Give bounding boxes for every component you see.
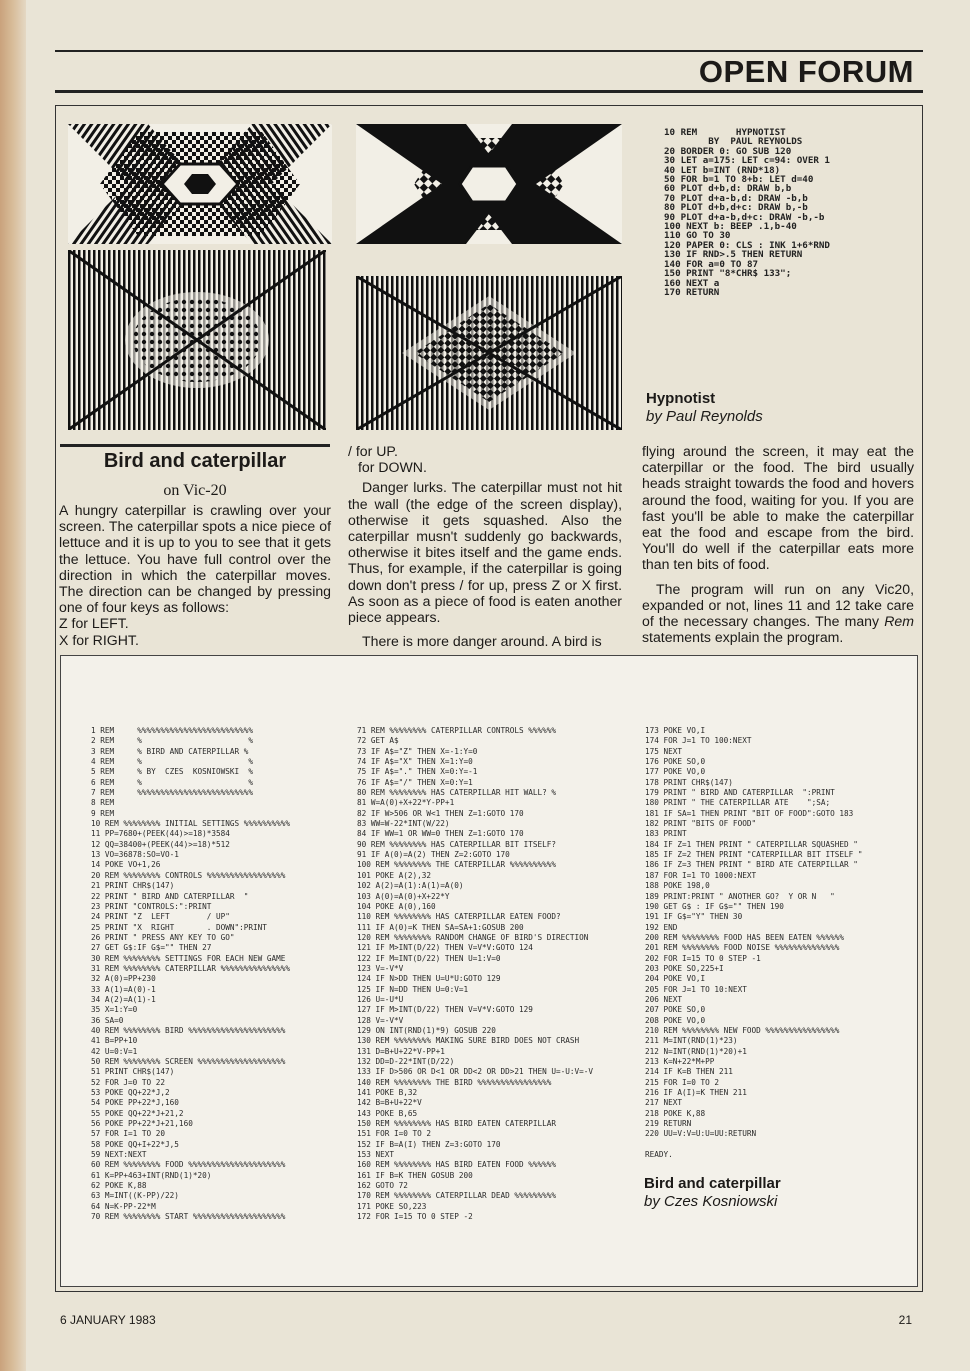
article-column-3 [642, 443, 914, 645]
key-left: Z for LEFT. [59, 615, 129, 632]
hypnotist-pattern-2 [356, 124, 622, 244]
listing-title: Bird and caterpillar [644, 1175, 781, 1192]
article-column-2 [348, 443, 622, 649]
section-rule [55, 90, 923, 93]
notes-text-end: statements explain the program. [642, 629, 844, 646]
bird-paragraph-start: There is more danger around. A bird is [362, 633, 602, 650]
issue-date: 6 JANUARY 1983 [60, 1313, 156, 1327]
hypnotist-program-listing: 10 REM HYPNOTIST BY PAUL REYNOLDS 20 BORDER 0: GO SUB 120 30 LET a=175: LET c=94: OVER 1 40 LET b=INT (RND*18) 50 FOR b=1 TO 8+b: LET d=40 60 PLOT d+b,d: DRAW b,b 70 PLOT d+a-b,d: DRAW -b,b 80 PLOT d+b,d+c: DRAW b,-b 90 PLOT d+a-b,d+c: DRAW -b,-b 100 NEXT b: BEEP .1,b-40 110 GO TO 30 120 PAPER 0: CLS : INK 1+6*RND 130 IF RND>.5 THEN RETURN 140 FOR a=0 TO 87 150 PRINT "8*CHR$ 133"; 160 NEXT a 170 RETURN [664, 127, 830, 298]
key-right: X for RIGHT. [59, 631, 139, 648]
section-title: OPEN FORUM [698, 54, 914, 89]
article-title: Bird and caterpillar [103, 450, 287, 472]
listing-box [60, 655, 918, 1287]
notes-text: The program will run on any Vic20, expanded or not, lines 11 and 12 take care of the necessary changes. The many [642, 580, 914, 630]
intro-paragraph: A hungry caterpillar is crawling over your screen. The caterpillar spots a nice piece of lettuce and it is up to you to see that it gets the lettuce. You have full control over the direction in which the caterpillar moves. The direction can be changed by pressing one of four keys as follows: [59, 502, 331, 616]
article-subtitle: on Vic-20 [163, 482, 227, 499]
top-rule [55, 50, 923, 52]
hypnotist-pattern-1 [68, 124, 332, 244]
rem-word: Rem [884, 613, 914, 630]
listing-column-3: 173 POKE VO,I 174 FOR J=1 TO 100:NEXT 175 NEXT 176 POKE SO,0 177 POKE VO,0 178 PRINT CHR$(147) 179 PRINT " BIRD AND CATERPILLAR ":PRINT 180 PRINT " THE CATERPILLAR ATE ";SA; 181 IF SA=1 THEN PRINT "BIT OF FOOD":GOTO 183 182 PRINT "BITS OF FOOD" 183 PRINT 184 IF Z=1 THEN PRINT " CATERPILLAR SQUASHED " 185 IF Z=2 THEN PRINT "CATERPILLAR BIT ITSELF " 186 IF Z=3 THEN PRINT " BIRD ATE CATERPILLAR " 187 FOR I=1 TO 1000:NEXT 188 POKE 198,0 189 PRINT:PRINT " ANOTHER GO? Y OR N " 190 GET G$ : IF G$="" THEN 190 191 IF G$="Y" THEN 30 192 END 200 REM %%%%%%%% FOOD HAS BEEN EATEN %%%%%% 201 REM %%%%%%%% FOOD NOISE %%%%%%%%%%%%%% 202 FOR I=15 TO 0 STEP -1 203 POKE SO,225+I 204 POKE VO,I 205 FOR J=1 TO 10:NEXT 206 NEXT 207 POKE SO,0 208 POKE VO,0 210 REM %%%%%%%% NEW FOOD %%%%%%%%%%%%%%%% 211 M=INT(RND(1)*23) 212 N=INT(RND(1)*20)+1 213 K=N+22*M+PP 214 IF K=B THEN 211 215 FOR I=0 TO 2 216 IF A(I)=K THEN 211 217 NEXT 218 POKE K,88 219 RETURN 220 UU=V:V=U:U=UU:RETURN READY. [645, 726, 863, 1160]
page-number: 21 [898, 1313, 912, 1327]
hypnotist-pattern-4 [356, 276, 622, 430]
listing-column-1: 1 REM %%%%%%%%%%%%%%%%%%%%%%%%% 2 REM % % 3 REM % BIRD AND CATERPILLAR % 4 REM % % 5 REM % BY CZES KOSNIOWSKI % 6 REM % % 7 REM %%%%%%%%%%%%%%%%%%%%%%%%% 8 REM 9 REM 10 REM %%%%%%%% INITIAL SETTINGS %%%%%%%%%% 11 PP=7680+(PEEK(44)>=18)*3584 12 QQ=38400+(PEEK(44)>=18)*512 13 VO=36878:SO=VO-1 14 POKE VO+1,26 20 REM %%%%%%%% CONTROLS %%%%%%%%%%%%%%%%% 21 PRINT CHR$(147) 22 PRINT " BIRD AND CATERPILLAR " 23 PRINT "CONTROLS:":PRINT 24 PRINT "Z LEFT / UP" 25 PRINT "X RIGHT . DOWN":PRINT 26 PRINT " PRESS ANY KEY TO GO" 27 GET G$:IF G$="" THEN 27 30 REM %%%%%%%% SETTINGS FOR EACH NEW GAME 31 REM %%%%%%%% CATERPILLAR %%%%%%%%%%%%%%% 32 A(0)=PP+230 33 A(1)=A(0)-1 34 A(2)=A(1)-1 35 X=1:Y=0 36 SA=0 40 REM %%%%%%%% BIRD %%%%%%%%%%%%%%%%%%%%% 41 B=PP+10 42 U=0:V=1 50 REM %%%%%%%% SCREEN %%%%%%%%%%%%%%%%%%% 51 PRINT CHR$(147) 52 FOR J=0 TO 22 53 POKE QQ+22*J,2 54 POKE PP+22*J,160 55 POKE QQ+22*J+21,2 56 POKE PP+22*J+21,160 57 FOR I=1 TO 20 58 POKE QQ+I+22*J,5 59 NEXT:NEXT 60 REM %%%%%%%% FOOD %%%%%%%%%%%%%%%%%%%%% 61 K=PP+463+INT(RND(1)*20) 62 POKE K,88 63 M=INT((K-PP)/22) 64 N=K-PP-22*M 70 REM %%%%%%%% START %%%%%%%%%%%%%%%%%%%% [91, 726, 291, 1222]
bird-paragraph-end: flying around the screen, it may eat the caterpillar or the food. The bird usually heads straight towards the food and hovers around the food, waiting for you. If you are fast you'll be able to make the caterpillar eat the food and escape from the bird. You'll do well if the caterpillar eats more than ten bits of food. [642, 443, 914, 573]
page-spine-shadow [0, 0, 26, 1371]
article-column-1 [59, 502, 331, 648]
key-down: for DOWN. [358, 459, 427, 476]
hypnotist-pattern-3 [68, 250, 326, 430]
program-notes-paragraph [642, 581, 914, 646]
listing-author: by Czes Kosniowski [644, 1193, 778, 1210]
key-up: / for UP. [348, 443, 398, 459]
hypnotist-author: by Paul Reynolds [646, 408, 763, 425]
hypnotist-title: Hypnotist [646, 390, 716, 407]
article-title-rule [60, 444, 330, 447]
listing-column-2: 71 REM %%%%%%%% CATERPILLAR CONTROLS %%%%%% 72 GET A$ 73 IF A$="Z" THEN X=-1:Y=0 74 IF A$="X" THEN X=1:Y=0 75 IF A$="." THEN X=0:Y=-1 76 IF A$="/" THEN X=0:Y=1 80 REM %%%%%%%% HAS CATERPILLAR HIT WALL? % 81 W=A(0)+X+22*Y-PP+1 82 IF W>506 OR W<1 THEN Z=1:GOTO 170 83 WW=W-22*INT(W/22) 84 IF WW=1 OR WW=0 THEN Z=1:GOTO 170 90 REM %%%%%%%% HAS CATERPILLAR BIT ITSELF? 91 IF A(0)=A(2) THEN Z=2:GOTO 170 100 REM %%%%%%%% THE CATERPILLAR %%%%%%%%%% 101 POKE A(2),32 102 A(2)=A(1):A(1)=A(0) 103 A(0)=A(0)+X+22*Y 104 POKE A(0),160 110 REM %%%%%%%% HAS CATERPILLAR EATEN FOOD? 111 IF A(0)=K THEN SA=SA+1:GOSUB 200 120 REM %%%%%%%% RANDOM CHANGE OF BIRD'S DIRECTION 121 IF M>INT(D/22) THEN V=V*V:GOTO 124 122 IF M=INT(D/22) THEN U=1:V=0 123 V=-V*V 124 IF N>DD THEN U=U*U:GOTO 129 125 IF N=DD THEN U=0:V=1 126 U=-U*U 127 IF M>INT(D/22) THEN V=V*V:GOTO 129 128 V=-V*V 129 ON INT(RND(1)*9) GOSUB 220 130 REM %%%%%%%% MAKING SURE BIRD DOES NOT CRASH 131 D=B+U+22*V-PP+1 132 DD=D-22*INT(D/22) 133 IF D>506 OR D<1 OR DD<2 OR DD>21 THEN U=-U:V=-V 140 REM %%%%%%%% THE BIRD %%%%%%%%%%%%%%%% 141 POKE B,32 142 B=B+U+22*V 143 POKE B,65 150 REM %%%%%%%% HAS BIRD EATEN CATERPILLAR 151 FOR I=0 TO 2 152 IF B=A(I) THEN Z=3:GOTO 170 153 NEXT 160 REM %%%%%%%% HAS BIRD EATEN FOOD %%%%%% 161 IF B=K THEN GOSUB 200 162 GOTO 72 170 REM %%%%%%%% CATERPILLAR DEAD %%%%%%%%% 171 POKE SO,223 172 FOR I=15 TO 0 STEP -2 [357, 726, 594, 1222]
danger-paragraph: Danger lurks. The caterpillar must not hit the wall (the edge of the screen display), otherwise it gets squashed. Also the caterpillar musn't suddenly go backwards, otherwise it bites itself and the game ends. Thus, for example, if the caterpillar is going down don't press / for up, press Z or X first. As soon as a piece of food is eaten another piece appears. [348, 479, 622, 626]
